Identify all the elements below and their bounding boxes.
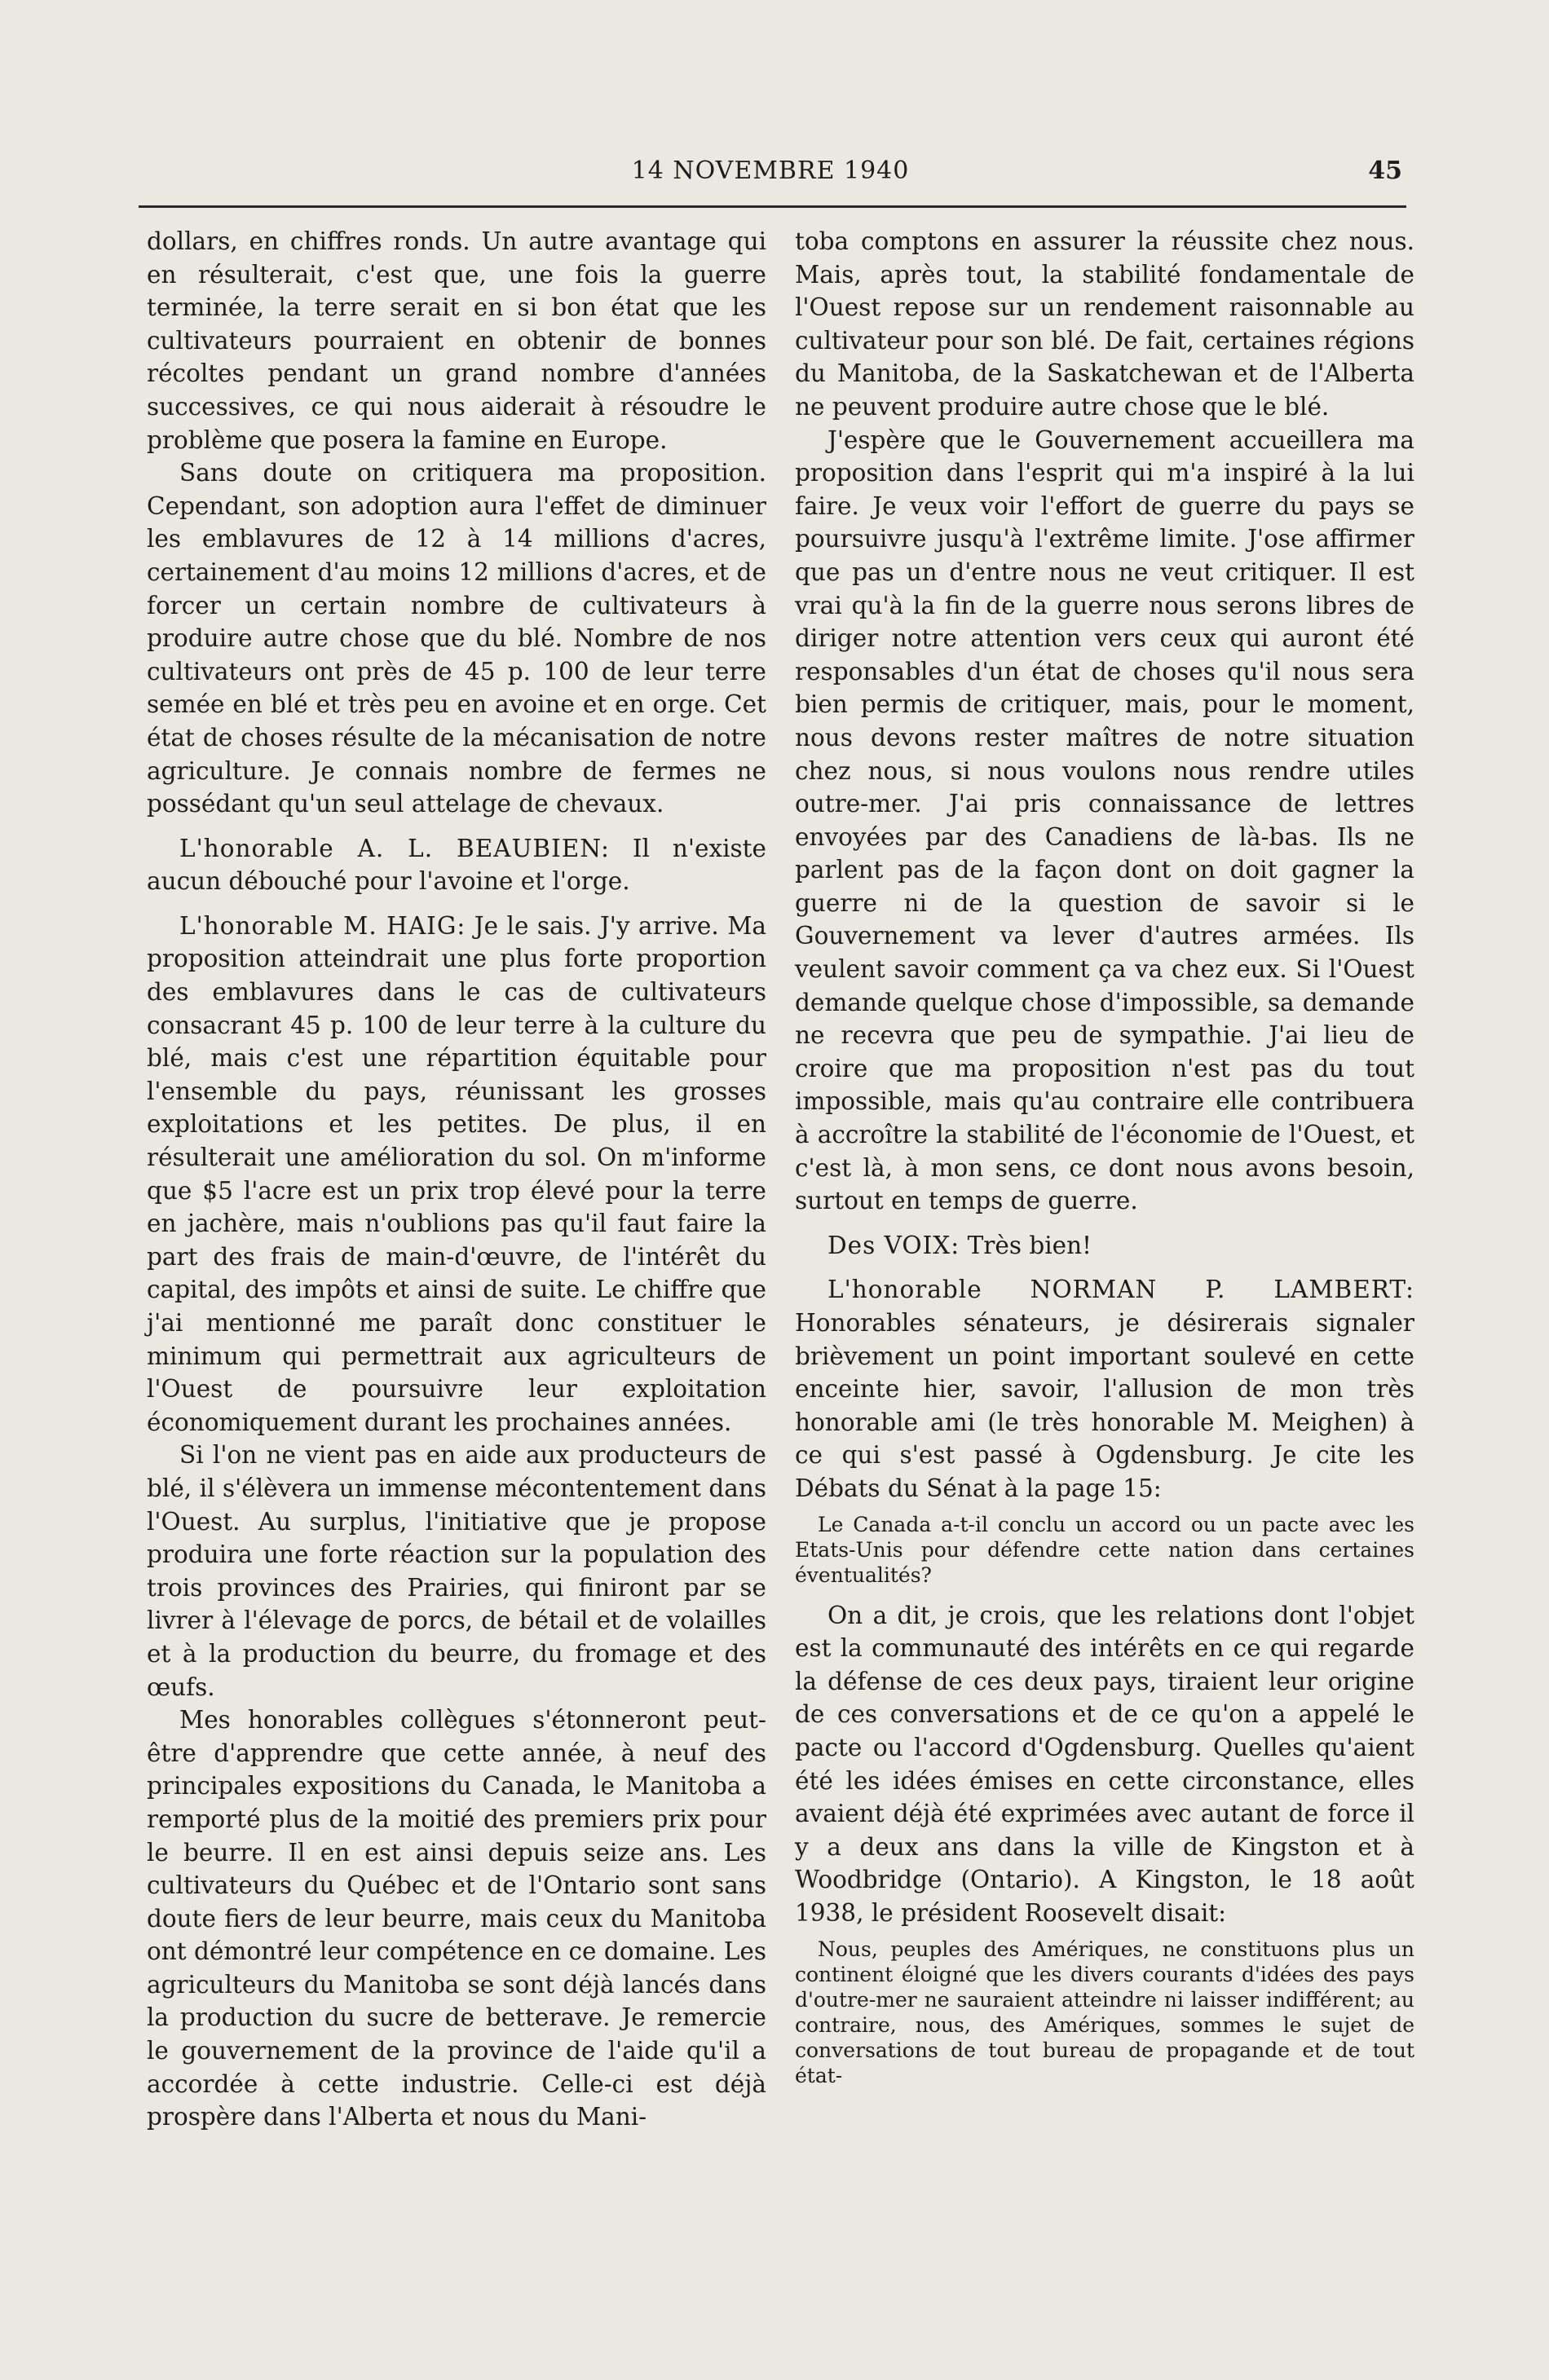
page-header: [139, 152, 1402, 192]
body-paragraph: Sans doute on critiquera ma proposition. Cependant, son adoption aura l'effet de diminuer les emblavures de 12 à 14 millions d'acres, certainement d'au moins 12 millions d'acres, et de forcer un certain nombre de cultivateurs à produire autre chose que du blé. Nombre de nos cultivateurs ont près de 45 p. 100 de leur terre semée en blé et très peu en avoine et en orge. Cet état de choses résulte de la mécanisation de notre agriculture. Je connais nombre de fermes ne possédant qu'un seul attelage de chevaux.: [147, 459, 766, 818]
right-column: [795, 225, 1414, 2100]
left-column: [147, 225, 766, 2134]
body-paragraph: dollars, en chiffres ronds. Un autre avantage qui en résulterait, c'est que, une fois la guerre terminée, la terre serait en si bon état que les cultivateurs pourraient en obtenir de bonnes récoltes pendant un grand nombre d'années successives, ce qui nous aiderait à résoudre le problème que posera la famine en Europe.: [147, 227, 766, 454]
speech-text: Honorables sénateurs, je désirerais signaler brièvement un point important soulevé en cette enceinte hier, savoir, l'allusion de mon très honorable ami (le très honorable M. Meighen) à ce qui s'est passé à Ogdensburg. Je cite les Débats du Sénat à la page 15:: [795, 1309, 1414, 1502]
speech-paragraph: [795, 1229, 1414, 1263]
speaker-name: L'honorable A. L. BEAUBIEN:: [179, 834, 610, 862]
speech-paragraph: [147, 910, 766, 1439]
header-date: 14 NOVEMBRE 1940: [631, 156, 910, 185]
header-rule: [139, 205, 1406, 208]
speech-paragraph: [795, 1273, 1414, 1505]
body-paragraph: On a dit, je crois, que les relations dont l'objet est la communauté des intérêts en ce qui regarde la défense de ces deux pays, tiraient leur origine de ces conversations et de ce qu'on a appelé le pacte ou l'accord d'Ogdensburg. Quelles qu'aient été les idées émises en cette circonstance, elles avaient déjà été exprimées avec autant de force il y a deux ans dans la ville de Kingston et à Woodbridge (Ontario). A Kingston, le 18 août 1938, le président Roosevelt disait:: [795, 1601, 1414, 1927]
body-paragraph: Mes honorables collègues s'étonneront peut-être d'apprendre que cette année, à neuf des principales expositions du Canada, le Manitoba a remporté plus de la moitié des premiers prix pour le beurre. Il en est ainsi depuis seize ans. Les cultivateurs du Québec et de l'Ontario sont sans doute fiers de leur beurre, mais ceux du Manitoba ont démontré leur compétence en ce domaine. Les agriculteurs du Manitoba se sont déjà lancés dans la production du sucre de betterave. Je remercie le gouvernement de la province de l'aide qu'il a accordée à cette industrie. Celle-ci est déjà prospère dans l'Alberta et nous du Mani-: [147, 1706, 766, 2131]
speaker-name: L'honorable M. HAIG:: [179, 911, 466, 940]
body-paragraph: J'espère que le Gouvernement accueillera ma proposition dans l'esprit qui m'a inspiré à la lui faire. Je veux voir l'effort de guerre du pays se poursuivre jusqu'à l'extrême limite. J'ose affirmer que pas un d'entre nous ne veut critiquer. Il est vrai qu'à la fin de la guerre nous serons libres de diriger notre attention vers ceux qui auront été responsables d'un état de choses qu'il nous sera bien permis de critiquer, mais, pour le moment, nous devons rester maîtres de notre situation chez nous, si nous voulons nous rendre utiles outre-mer. J'ai pris connaissance de lettres envoyées par des Canadiens de là-bas. Ils ne parlent pas de la façon dont on doit gagner la guerre ni de la question de savoir si le Gouvernement va lever d'autres armées. Ils veulent savoir comment ça va chez eux. Si l'Ouest demande quelque chose d'impossible, sa demande ne recevra que peu de sympathie. J'ai lieu de croire que ma proposition n'est pas du tout impossible, mais qu'au contraire elle contribuera à accroître la stabilité de l'économie de l'Ouest, et c'est là, à mon sens, ce dont nous avons besoin, surtout en temps de guerre.: [795, 425, 1414, 1215]
speech-text: Il n'existe aucun débouché pour l'avoine et l'orge.: [147, 834, 766, 896]
body-paragraph: toba comptons en assurer la réussite chez nous. Mais, après tout, la stabilité fondamentale de l'Ouest repose sur un rendement raisonnable au cultivateur pour son blé. De fait, certaines régions du Manitoba, de la Saskatchewan et de l'Alberta ne peuvent produire autre chose que le blé.: [795, 227, 1414, 421]
speech-text: Très bien!: [960, 1231, 1092, 1259]
speech-text: Je le sais. J'y arrive. Ma proposition atteindrait une plus forte proportion des emblavures dans le cas de cultivateurs consacrant 45 p. 100 de leur terre à la culture du blé, mais c'est une répartition équitable pour l'ensemble du pays, réunissant les grosses exploitations et les petites. De plus, il en résulterait une amélioration du sol. On m'informe que $5 l'acre est un prix trop élevé pour la terre en jachère, mais n'oublions pas qu'il faut faire la part des frais de main-d'œuvre, de l'intérêt du capital, des impôts et ainsi de suite. Le chiffre que j'ai mentionné me paraît donc constituer le minimum qui permettrait aux agriculteurs de l'Ouest de poursuivre leur exploitation économiquement durant les prochaines années.: [147, 911, 766, 1436]
page-number: 45: [1368, 156, 1402, 185]
block-quote: Le Canada a-t-il conclu un accord ou un pacte avec les Etats-Unis pour défendre cette nation dans certaines éventualités?: [795, 1512, 1414, 1587]
speaker-name: L'honorable NORMAN P. LAMBERT:: [827, 1276, 1414, 1304]
block-quote: Nous, peuples des Amériques, ne constituons plus un continent éloigné que les divers courants d'idées des pays d'outre-mer ne sauraient atteindre ni laisser indifférent; au contraire, nous, des Amériques, sommes le sujet de conversations de tout bureau de propagande et de tout état-: [795, 1937, 1414, 2087]
body-paragraph: Si l'on ne vient pas en aide aux producteurs de blé, il s'élèvera un immense mécontentement dans l'Ouest. Au surplus, l'initiative que je propose produira une forte réaction sur la population des trois provinces des Prairies, qui finiront par se livrer à l'élevage de porcs, de bétail et de volailles et à la production du beurre, du fromage et des œufs.: [147, 1441, 766, 1701]
speaker-name: Des VOIX:: [827, 1231, 960, 1259]
speech-paragraph: [147, 832, 766, 898]
